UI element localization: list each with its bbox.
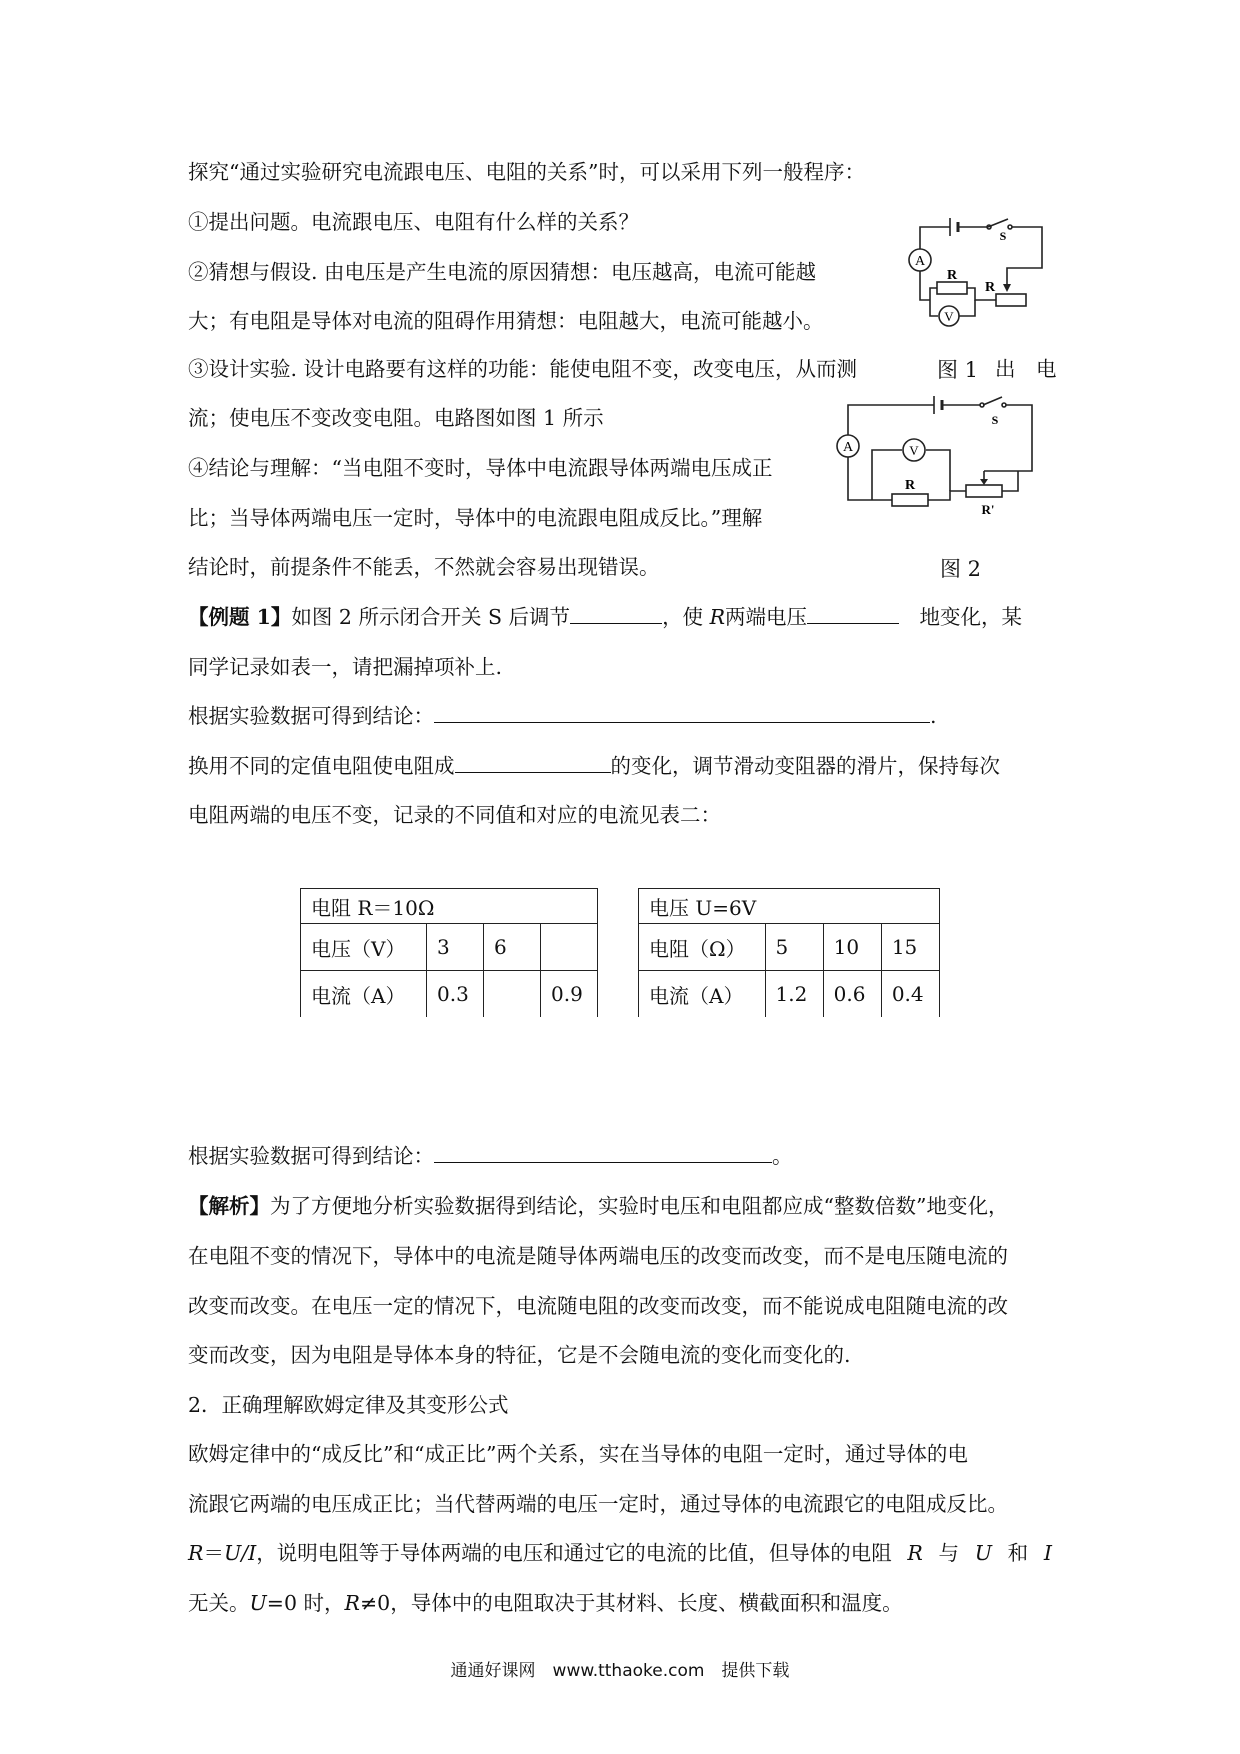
word-yu: 与: [938, 1541, 960, 1565]
conclusion-line-2: [188, 1146, 793, 1167]
conclusion-blank-2[interactable]: [434, 1146, 772, 1163]
fig2-resistor-label: R: [904, 478, 916, 493]
table2-resistance-cell: 5: [765, 924, 823, 971]
table2-resistance-label: 电阻（Ω）: [639, 924, 766, 971]
fig1-rheostat-label: R: [984, 280, 996, 295]
table1-voltage-cell: 3: [427, 924, 484, 971]
section-2-line-2: 流跟它两端的电压成正比；当代替两端的电压一定时，通过导体的电流跟它的电阻成反比。: [188, 1492, 1008, 1516]
example-1-tag: 【例题 1】: [188, 605, 292, 629]
circuit-figure-2: [830, 388, 1050, 524]
step-3-line-1: ③设计实验. 设计电路要有这样的功能：能使电阻不变，改变电压，从而测: [188, 357, 858, 381]
formula-segment: [188, 1543, 892, 1564]
fig2-switch-label: S: [991, 413, 999, 427]
table1-voltage-cell: 6: [484, 924, 541, 971]
analysis-line-1: [188, 1196, 1008, 1217]
var-r: R: [907, 1541, 923, 1565]
figure-1-caption: 图 1: [937, 358, 979, 382]
example-1-text-a: 如图 2 所示闭合开关 S 后调节: [291, 605, 571, 629]
text-e: ≠0，导体中的电阻取决于其材料、长度、横截面积和温度。: [359, 1591, 903, 1615]
example-1-text-b: ，使: [662, 605, 704, 629]
page-footer: 通通好课网 www.tthaoke.com 提供下载: [450, 1661, 790, 1681]
conclusion-1-label: 根据实验数据可得到结论：: [188, 704, 434, 728]
analysis-tag: 【解析】: [188, 1194, 270, 1218]
example-1-text-d: 两端电压: [725, 605, 808, 629]
section-2-line-1: 欧姆定律中的“成反比”和“成正比”两个关系，实在当导体的电阻一定时，通过导体的电: [188, 1442, 968, 1466]
intro-line-1: 探究“通过实验研究电流跟电压、电阻的关系”时，可以采用下列一般程序：: [188, 160, 865, 184]
section-2-line-3: [188, 1543, 1052, 1564]
table2-current-cell: 0.4: [881, 971, 939, 1018]
fig1-resistor-label: R: [946, 268, 958, 283]
step-3-line-2: 流；使电压不变改变电阻。电路图如图 1 所示: [188, 406, 604, 430]
example-1-line-5: 电阻两端的电压不变，记录的不同值和对应的电流见表二：: [188, 803, 721, 827]
data-table-2: [638, 888, 940, 1017]
example-1-text-13a: 换用不同的定值电阻使电阻成: [188, 754, 455, 778]
table1-voltage-cell-empty[interactable]: [541, 924, 598, 971]
fig1-voltmeter-label: V: [944, 309, 954, 324]
step-1: ①提出问题。电流跟电压、电阻有什么样的关系？: [188, 210, 639, 234]
data-table-1: [300, 888, 598, 1017]
answer-blank-2[interactable]: [807, 607, 899, 624]
var-r: R: [188, 1541, 204, 1565]
step-4-line-3: 结论时，前提条件不能丢，不然就会容易出现错误。: [188, 555, 660, 579]
step-4-line-2: 比；当导体两端电压一定时，导体中的电流跟电阻成反比。”理解: [188, 506, 763, 530]
formula-text: ，说明电阻等于导体两端的电压和通过它的电流的比值，但导体的电阻: [256, 1541, 892, 1565]
step-2-line-1: ②猜想与假设. 由电压是产生电流的原因猜想：电压越高，电流可能越: [188, 260, 817, 284]
example-1-line-4: [188, 756, 1000, 777]
table1-current-cell: 0.3: [427, 971, 484, 1018]
step-4-line-1: ④结论与理解：“当电阻不变时，导体中电流跟导体两端电压成正: [188, 456, 773, 480]
example-1-line-2: 同学记录如表一，请把漏掉项补上.: [188, 655, 503, 679]
section-2-title: 2．正确理解欧姆定律及其变形公式: [188, 1393, 509, 1417]
var-u: U: [249, 1591, 267, 1615]
var-i: I: [1043, 1541, 1052, 1565]
fig2-ammeter-label: A: [842, 440, 854, 455]
var-r: R: [709, 605, 726, 629]
table2-resistance-cell: 10: [823, 924, 881, 971]
step-3-line-1-end: 出 电: [995, 357, 1057, 381]
table1-header: 电阻 R＝10Ω: [301, 889, 598, 924]
conclusion-2-end: 。: [772, 1144, 793, 1168]
conclusion-1-end: .: [930, 704, 937, 728]
text-a: 无关。: [188, 1591, 250, 1615]
section-2-line-4: [188, 1593, 903, 1614]
analysis-line-4: 变而改变，因为电阻是导体本身的特征，它是不会随电流的变化而变化的.: [188, 1343, 851, 1367]
var-u: U: [974, 1541, 992, 1565]
conclusion-line-1: [188, 706, 937, 727]
word-he: 和: [1007, 1541, 1029, 1565]
var-r: R: [344, 1591, 360, 1615]
slash: /: [241, 1541, 249, 1565]
table2-resistance-cell: 15: [881, 924, 939, 971]
var-u: U: [223, 1541, 242, 1565]
table1-current-cell: 0.9: [541, 971, 598, 1018]
example-1-line-1: [188, 607, 1022, 628]
analysis-line-3: 改变而改变。在电压一定的情况下，电流随电阻的改变而改变，而不能说成电阻随电流的改: [188, 1294, 1008, 1318]
table1-voltage-label: 电压（V）: [301, 924, 427, 971]
table1-current-label: 电流（A）: [301, 971, 427, 1018]
table2-current-cell: 1.2: [765, 971, 823, 1018]
circuit-figure-1: [890, 212, 1060, 340]
analysis-text-1: 为了方便地分析实验数据得到结论，实验时电压和电阻都应成“整数倍数”地变化，: [270, 1194, 1009, 1218]
equals-sign: ＝: [203, 1541, 224, 1565]
answer-blank-1[interactable]: [570, 607, 662, 624]
table2-current-cell: 0.6: [823, 971, 881, 1018]
var-i: I: [248, 1541, 257, 1565]
answer-blank-3[interactable]: [455, 756, 611, 773]
table1-current-cell-empty[interactable]: [484, 971, 541, 1018]
step-2-line-2: 大；有电阻是导体对电流的阻碍作用猜想：电阻越大，电流可能越小。: [188, 309, 824, 333]
text-c: =0 时，: [266, 1591, 345, 1615]
fig1-switch-label: S: [999, 229, 1007, 243]
table2-current-label: 电流（A）: [639, 971, 766, 1018]
fig2-voltmeter-label: V: [909, 443, 919, 458]
example-1-text-e: 地变化，某: [919, 605, 1023, 629]
conclusion-2-label: 根据实验数据可得到结论：: [188, 1144, 434, 1168]
figure-2-caption: 图 2: [940, 557, 982, 581]
fig2-rheostat-label: R': [981, 502, 995, 517]
analysis-line-2: 在电阻不变的情况下，导体中的电流是随导体两端电压的改变而改变，而不是电压随电流的: [188, 1244, 1008, 1268]
fig1-ammeter-label: A: [914, 254, 926, 269]
conclusion-blank-1[interactable]: [434, 706, 930, 723]
table2-header: 电压 U=6V: [639, 889, 940, 924]
example-1-text-13b: 的变化，调节滑动变阻器的滑片，保持每次: [610, 754, 1000, 778]
